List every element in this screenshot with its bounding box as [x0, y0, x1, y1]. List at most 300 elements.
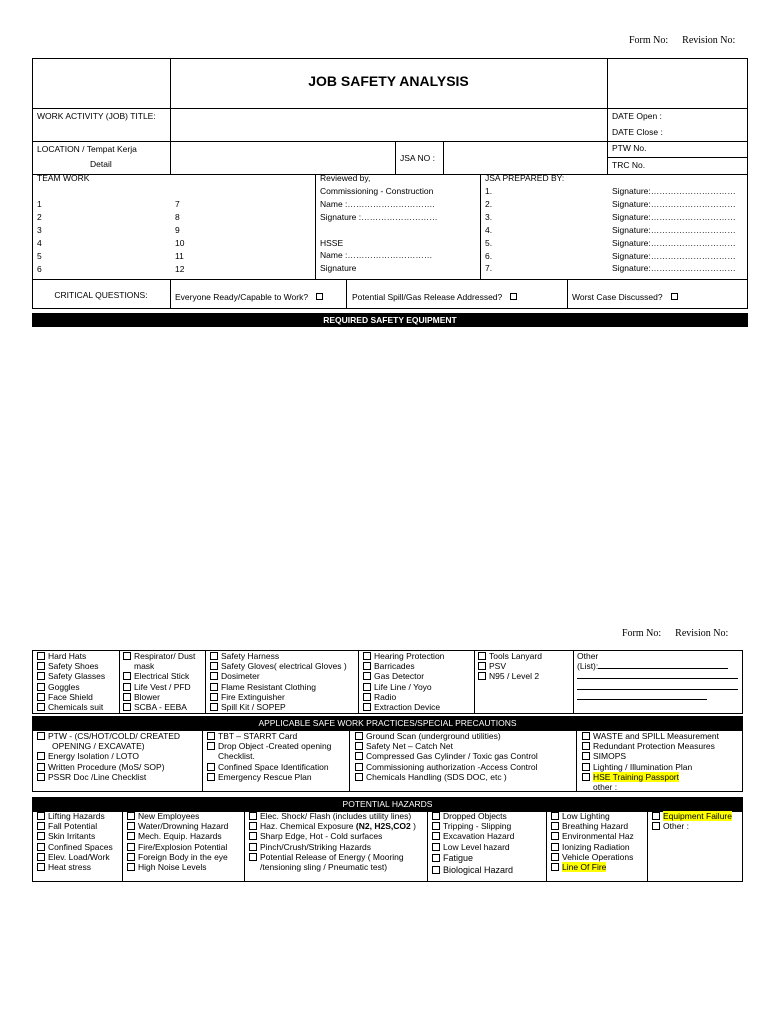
hazard-label: Ionizing Radiation	[562, 841, 630, 852]
hazard-item[interactable]	[37, 821, 113, 831]
equipment-label: Extraction Device	[374, 702, 441, 713]
practice-item[interactable]	[207, 741, 331, 751]
checkbox[interactable]	[37, 822, 45, 830]
checkbox[interactable]	[210, 693, 218, 701]
equipment-item[interactable]	[210, 682, 347, 692]
hazard-item[interactable]	[551, 842, 634, 852]
hazard-label-cont: /tensioning sling / Pneumatic test)	[260, 862, 388, 873]
checkbox[interactable]	[210, 683, 218, 691]
equipment-label: Flame Resistant Clothing	[221, 681, 316, 692]
equipment-label: Safety Shoes	[48, 661, 99, 672]
other-label: Other	[577, 651, 599, 661]
team-number: 1	[37, 199, 42, 209]
hazards-col-1	[37, 811, 113, 872]
checkbox[interactable]	[510, 293, 517, 300]
hazard-label: Fatigue	[443, 852, 474, 863]
checkbox[interactable]	[37, 662, 45, 670]
equipment-col-2	[123, 651, 195, 712]
checkbox[interactable]	[207, 732, 215, 740]
checkbox[interactable]	[37, 773, 45, 781]
critical-q-spill	[352, 291, 517, 304]
location-label: LOCATION / Tempat Kerja	[37, 144, 137, 154]
equipment-item[interactable]	[363, 661, 444, 671]
checkbox[interactable]	[123, 693, 131, 701]
checkbox[interactable]	[37, 843, 45, 851]
checkbox[interactable]	[37, 812, 45, 820]
hazard-item[interactable]	[37, 831, 113, 841]
practice-item[interactable]	[582, 762, 719, 772]
equipment-label: N95 / Level 2	[489, 671, 540, 682]
team-number: 9	[175, 224, 180, 235]
hazard-label: New Employees	[138, 811, 200, 821]
checkbox[interactable]	[551, 822, 559, 830]
checkbox[interactable]	[123, 683, 131, 691]
hazard-label-end: )	[410, 821, 416, 832]
form-no-label: Form No:	[629, 35, 669, 46]
revision-no-label: Revision No:	[682, 35, 736, 46]
checkbox[interactable]	[37, 853, 45, 861]
checkbox[interactable]	[210, 652, 218, 660]
hazard-item[interactable]	[652, 811, 732, 821]
checkbox[interactable]	[551, 853, 559, 861]
equipment-item[interactable]	[210, 661, 347, 671]
checkbox[interactable]	[652, 812, 660, 820]
checkbox[interactable]	[551, 812, 559, 820]
hazard-item[interactable]	[127, 821, 228, 831]
equipment-label: Safety Gloves( electrical Gloves )	[221, 661, 347, 672]
equipment-label: Blower	[134, 691, 160, 702]
checkbox[interactable]	[210, 662, 218, 670]
practice-label-highlighted: HSE Training Passport	[593, 771, 679, 782]
prepared-number: 3.	[485, 211, 493, 222]
team-left-numbers	[37, 198, 42, 275]
hazards-col-5	[551, 811, 634, 872]
hazard-label-highlighted: Line Of Fire	[562, 862, 607, 873]
section-safe-work-practices: APPLICABLE SAFE WORK PRACTICES/SPECIAL PRECAUTIONS	[32, 716, 743, 730]
hazard-label: Low Lighting	[562, 811, 610, 821]
hazards-col-4	[432, 811, 514, 876]
equipment-col-4	[363, 651, 444, 712]
checkbox[interactable]	[432, 866, 440, 874]
equipment-item[interactable]	[363, 651, 444, 661]
checkbox[interactable]	[363, 703, 371, 711]
equipment-item[interactable]	[210, 651, 347, 661]
hazard-item[interactable]	[127, 842, 228, 852]
hazard-item[interactable]	[249, 842, 416, 852]
other-list-label: (List):	[577, 661, 599, 672]
equipment-label: Electrical Stick	[134, 671, 190, 682]
equipment-label: Radio	[374, 691, 397, 702]
hazard-item[interactable]	[37, 842, 113, 852]
checkbox[interactable]	[210, 672, 218, 680]
checkbox[interactable]	[432, 843, 440, 851]
signature-line[interactable]: Signature:…………………………	[612, 224, 736, 235]
equipment-item[interactable]	[37, 692, 105, 702]
other-list-line[interactable]	[577, 692, 738, 702]
checkbox[interactable]	[249, 832, 257, 840]
hazard-label: Elec. Shock/ Flash (includes utility lines)	[260, 811, 412, 821]
checkbox[interactable]	[363, 693, 371, 701]
checkbox[interactable]	[249, 822, 257, 830]
equipment-label: Spill Kit / SOPEP	[221, 702, 286, 713]
practice-item[interactable]	[207, 762, 331, 772]
checkbox[interactable]	[671, 293, 678, 300]
hazard-item[interactable]	[249, 821, 416, 831]
checkbox[interactable]	[551, 832, 559, 840]
team-number: 8	[175, 211, 180, 222]
checkbox[interactable]	[123, 672, 131, 680]
checkbox[interactable]	[127, 843, 135, 851]
practices-col-2	[207, 731, 331, 782]
equipment-item[interactable]	[210, 692, 347, 702]
practice-label: PSSR Doc /Line Checklist	[48, 771, 147, 782]
practice-label: Compressed Gas Cylinder / Toxic gas Control	[366, 751, 538, 762]
prepared-signatures	[612, 185, 736, 275]
jsa-no-label: JSA NO :	[400, 153, 435, 163]
hazard-label-highlighted: Equipment Failure	[663, 811, 732, 821]
checkbox[interactable]	[127, 853, 135, 861]
practice-label: Lighting / Illumination Plan	[593, 761, 693, 772]
practice-label: Commissioning authorization -Access Control	[366, 761, 538, 772]
hazard-label: Foreign Body in the eye	[138, 851, 228, 862]
hazard-item[interactable]	[432, 831, 514, 841]
critical-q-worst-text: Worst Case Discussed?	[572, 292, 663, 302]
practices-col-3	[355, 731, 538, 782]
prepared-number: 4.	[485, 224, 493, 235]
checkbox[interactable]	[127, 822, 135, 830]
checkbox[interactable]	[249, 812, 257, 820]
hazard-label: High Noise Levels	[138, 862, 207, 873]
hazard-label: Biological Hazard	[443, 864, 514, 875]
practice-item[interactable]	[582, 751, 719, 761]
form-header-2	[622, 628, 728, 639]
signature-line[interactable]: Signature:…………………………	[612, 198, 736, 209]
checkbox[interactable]	[432, 832, 440, 840]
hazard-label: Dropped Objects	[443, 811, 507, 821]
hazard-label: Low Level hazard	[443, 841, 510, 852]
checkbox[interactable]	[249, 843, 257, 851]
checkbox[interactable]	[355, 732, 363, 740]
equipment-item[interactable]	[37, 702, 105, 712]
practice-item[interactable]	[355, 772, 538, 782]
prepared-number: 6.	[485, 250, 493, 261]
hazard-label: Breathing Hazard	[562, 821, 629, 832]
hazard-label: Other :	[663, 821, 689, 832]
other-list-line[interactable]	[577, 671, 738, 681]
equipment-label: Gas Detector	[374, 671, 425, 682]
equipment-label: Life Line / Yoyo	[374, 681, 432, 692]
equipment-label: Goggles	[48, 681, 80, 692]
hazard-item[interactable]	[551, 852, 634, 862]
checkbox[interactable]	[355, 763, 363, 771]
hazard-label: Potential Release of Energy ( Mooring	[260, 851, 404, 862]
location-detail-label: Detail	[90, 159, 112, 169]
hazard-item[interactable]	[551, 821, 634, 831]
checkbox[interactable]	[582, 752, 590, 760]
checkbox[interactable]	[478, 662, 486, 670]
checkbox[interactable]	[37, 832, 45, 840]
checkbox[interactable]	[37, 703, 45, 711]
hazard-label: Haz. Chemical Exposure	[260, 821, 356, 832]
practice-label: WASTE and SPILL Measurement	[593, 731, 719, 741]
checkbox[interactable]	[432, 822, 440, 830]
equipment-item[interactable]	[123, 702, 195, 712]
work-activity-label: WORK ACTIVITY (JOB) TITLE:	[37, 111, 156, 121]
checkbox[interactable]	[582, 742, 590, 750]
equipment-item[interactable]	[123, 671, 195, 681]
checkbox[interactable]	[37, 763, 45, 771]
reviewed-block	[320, 172, 438, 275]
hazard-item[interactable]	[432, 842, 514, 852]
equipment-item[interactable]	[123, 692, 195, 702]
equipment-item[interactable]	[363, 702, 444, 712]
practice-label: Ground Scan (underground utilities)	[366, 731, 501, 741]
team-number: 12	[175, 263, 185, 274]
checkbox[interactable]	[37, 672, 45, 680]
reviewed-line	[320, 224, 438, 237]
section-potential-hazards: POTENTIAL HAZARDS	[32, 797, 743, 811]
checkbox[interactable]	[210, 703, 218, 711]
equipment-item[interactable]	[210, 702, 347, 712]
prepared-numbers	[485, 185, 492, 275]
hazard-item[interactable]	[432, 864, 514, 876]
signature-line[interactable]: Signature:…………………………	[612, 250, 736, 261]
hazard-item[interactable]	[652, 821, 732, 831]
checkbox[interactable]	[127, 832, 135, 840]
prepared-number: 5.	[485, 237, 493, 248]
equipment-item[interactable]	[37, 661, 105, 671]
prepared-number: 7.	[485, 263, 493, 274]
equipment-item[interactable]	[123, 682, 195, 692]
equipment-col-3	[210, 651, 347, 712]
reviewed-line: Signature	[320, 263, 357, 274]
checkbox[interactable]	[37, 683, 45, 691]
checkbox[interactable]	[37, 652, 45, 660]
hazard-item[interactable]	[127, 831, 228, 841]
practice-label: Written Procedure (MoS/ SOP)	[48, 761, 165, 772]
hazard-label: Fire/Explosion Potential	[138, 841, 228, 852]
practice-item[interactable]	[582, 741, 719, 751]
practice-item[interactable]	[37, 751, 180, 761]
hazard-item[interactable]	[432, 821, 514, 831]
equipment-label: Hard Hats	[48, 651, 87, 661]
checkbox[interactable]	[355, 773, 363, 781]
team-number: 6	[37, 263, 42, 274]
form-no-label: Form No:	[622, 628, 662, 639]
form-header	[629, 35, 735, 46]
hazard-label: Skin Irritants	[48, 831, 96, 842]
hazard-label: Sharp Edge, Hot - Cold surfaces	[260, 831, 383, 842]
practice-item[interactable]	[37, 772, 180, 782]
checkbox[interactable]	[37, 863, 45, 871]
checkbox[interactable]	[478, 672, 486, 680]
page-title: JOB SAFETY ANALYSIS	[308, 73, 469, 89]
checkbox[interactable]	[123, 652, 131, 660]
practice-label: TBT – STARRT Card	[218, 731, 298, 741]
checkbox[interactable]	[316, 293, 323, 300]
equipment-label: Respirator/ Dust	[134, 651, 196, 661]
practice-item[interactable]	[582, 731, 719, 741]
practice-label: Chemicals Handling (SDS DOC, etc )	[366, 771, 507, 782]
equipment-label: PSV	[489, 661, 507, 672]
other-list-line[interactable]	[577, 682, 738, 692]
equipment-item[interactable]	[478, 651, 542, 661]
checkbox[interactable]	[207, 763, 215, 771]
hazards-col-2	[127, 811, 228, 872]
signature-line[interactable]: Signature:…………………………	[612, 211, 736, 222]
hazard-item[interactable]	[37, 862, 113, 872]
practice-label: PTW - (CS/HOT/COLD/ CREATED	[48, 731, 181, 741]
checkbox[interactable]	[363, 683, 371, 691]
reviewed-line: Name :…………………………	[320, 250, 433, 261]
team-number: 11	[175, 250, 184, 261]
checkbox[interactable]	[582, 763, 590, 771]
checkbox[interactable]	[207, 742, 215, 750]
critical-q-ready	[175, 291, 323, 304]
equipment-item[interactable]	[123, 651, 195, 661]
checkbox[interactable]	[37, 732, 45, 740]
checkbox[interactable]	[355, 742, 363, 750]
hazard-label: Excavation Hazard	[443, 831, 515, 842]
checkbox[interactable]	[123, 703, 131, 711]
equipment-item[interactable]	[478, 661, 542, 671]
checkbox[interactable]	[652, 822, 660, 830]
equipment-item[interactable]	[363, 682, 444, 692]
hazards-col-6	[652, 811, 732, 831]
checkbox[interactable]	[363, 672, 371, 680]
reviewed-line: Commissioning - Construction	[320, 185, 434, 196]
hazard-item[interactable]	[249, 811, 416, 821]
trc-no-label: TRC No.	[612, 160, 646, 170]
practice-label: Safety Net – Catch Net	[366, 741, 453, 752]
critical-q-worst	[572, 291, 678, 304]
hazard-item[interactable]	[37, 852, 113, 862]
hazard-item[interactable]	[551, 811, 634, 821]
hazard-label: Confined Spaces	[48, 841, 113, 852]
practice-item[interactable]	[355, 751, 538, 761]
revision-no-label: Revision No:	[675, 628, 729, 639]
checkbox[interactable]	[478, 652, 486, 660]
checkbox[interactable]	[37, 752, 45, 760]
checkbox[interactable]	[551, 863, 559, 871]
checkbox[interactable]	[37, 693, 45, 701]
signature-line[interactable]: Signature:…………………………	[612, 186, 736, 196]
checkbox[interactable]	[355, 752, 363, 760]
equipment-col-1	[37, 651, 105, 712]
equipment-label: Safety Harness	[221, 651, 280, 661]
team-number: 2	[37, 211, 42, 222]
checkbox[interactable]	[582, 732, 590, 740]
equipment-item[interactable]	[37, 651, 105, 661]
team-number: 3	[37, 224, 42, 235]
equipment-item[interactable]	[363, 692, 444, 702]
hazard-item[interactable]	[249, 831, 416, 841]
practice-item[interactable]	[207, 731, 331, 741]
section-required-safety-equipment: REQUIRED SAFETY EQUIPMENT	[32, 313, 748, 327]
hazard-item[interactable]	[551, 831, 634, 841]
team-number: 4	[37, 237, 42, 248]
reviewed-line: HSSE	[320, 237, 344, 248]
team-number: 5	[37, 250, 42, 261]
checkbox[interactable]	[207, 773, 215, 781]
equipment-label: Tools Lanyard	[489, 651, 542, 661]
equipment-item[interactable]	[37, 682, 105, 692]
checkbox[interactable]	[363, 652, 371, 660]
equipment-item[interactable]	[210, 671, 347, 681]
hazard-item[interactable]	[37, 811, 113, 821]
checkbox[interactable]	[551, 843, 559, 851]
equipment-item[interactable]	[478, 671, 542, 681]
equipment-label: SCBA - EEBA	[134, 702, 187, 713]
checkbox[interactable]	[249, 853, 257, 861]
practice-label: Energy Isolation / LOTO	[48, 751, 140, 762]
checkbox[interactable]	[582, 773, 590, 781]
hazard-item[interactable]	[127, 811, 228, 821]
critical-questions-label: CRITICAL QUESTIONS:	[54, 290, 148, 300]
equipment-label: Safety Glasses	[48, 671, 106, 682]
hazard-item[interactable]	[551, 862, 634, 872]
team-number: 7	[175, 199, 180, 209]
practice-label: Confined Space Identification	[218, 761, 329, 772]
hazard-label-bold: (N2, H2S,CO2	[355, 821, 411, 832]
practice-item[interactable]	[355, 731, 538, 741]
equipment-item[interactable]	[37, 671, 105, 681]
equipment-item[interactable]	[363, 671, 444, 681]
practice-item[interactable]	[37, 731, 180, 741]
equipment-col-5	[478, 651, 542, 682]
hazard-label: Mech. Equip. Hazards	[138, 831, 222, 842]
practice-item[interactable]	[207, 772, 331, 782]
date-close-label: DATE Close :	[612, 127, 663, 137]
hazard-item[interactable]	[432, 811, 514, 821]
hazard-item[interactable]	[249, 852, 416, 862]
reviewed-line: Reviewed by,	[320, 173, 371, 183]
practices-col-4	[582, 731, 719, 792]
practices-col-1	[37, 731, 180, 782]
checkbox[interactable]	[363, 662, 371, 670]
checkbox[interactable]	[127, 863, 135, 871]
reviewed-line: Signature :………………………	[320, 211, 438, 222]
checkbox[interactable]	[432, 854, 440, 862]
practice-item[interactable]	[37, 762, 180, 772]
equipment-label: Fire Extinguisher	[221, 691, 285, 702]
team-number: 10	[175, 237, 185, 248]
practice-item[interactable]	[582, 772, 719, 782]
practice-label-cont: OPENING / EXCAVATE)	[52, 741, 145, 752]
hazard-item[interactable]	[432, 852, 514, 864]
equipment-label: Dosimeter	[221, 671, 260, 682]
other-list-field[interactable]	[577, 661, 738, 671]
practice-item[interactable]	[355, 762, 538, 772]
hazard-label: Elev. Load/Work	[48, 851, 110, 862]
checkbox[interactable]	[127, 812, 135, 820]
practice-other-label: other :	[593, 782, 618, 793]
ptw-no-label: PTW No.	[612, 143, 647, 153]
prepared-number: 1.	[485, 186, 493, 196]
hazard-label: Lifting Hazards	[48, 811, 105, 821]
checkbox[interactable]	[432, 812, 440, 820]
team-work-heading: TEAM WORK	[37, 173, 90, 183]
signature-line[interactable]: Signature:…………………………	[612, 263, 736, 274]
practice-item[interactable]	[355, 741, 538, 751]
hazard-item[interactable]	[127, 852, 228, 862]
hazard-label: Vehicle Operations	[562, 851, 634, 862]
signature-line[interactable]: Signature:…………………………	[612, 237, 736, 248]
reviewed-line: Name :………………………….	[320, 198, 435, 209]
hazard-item[interactable]	[127, 862, 228, 872]
date-open-label: DATE Open :	[612, 111, 662, 121]
practice-label: Drop Object -Created opening	[218, 741, 332, 752]
